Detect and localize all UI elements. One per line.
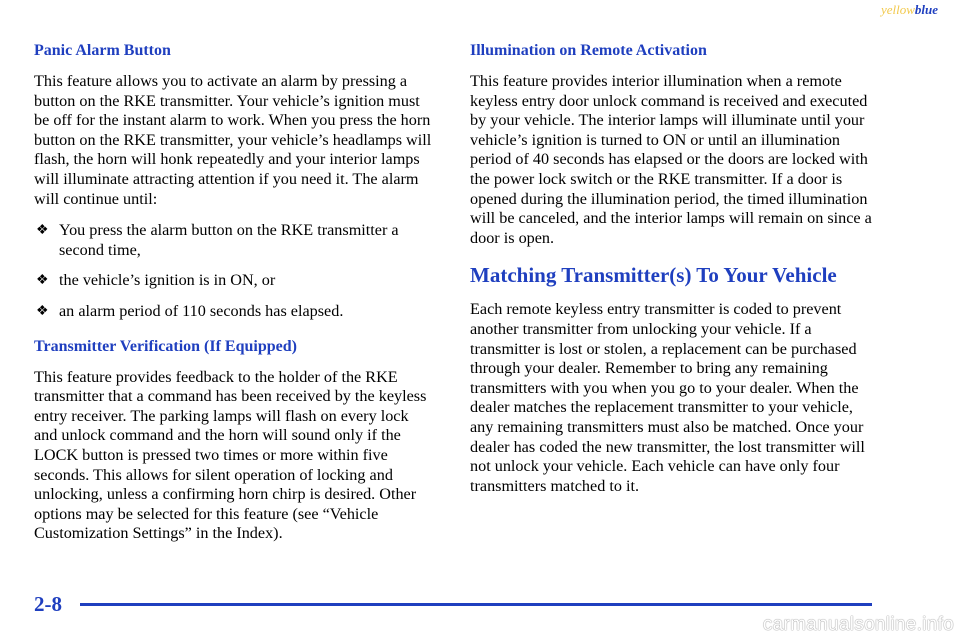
right-column — [470, 40, 880, 508]
panic-alarm-heading: Panic Alarm Button — [34, 42, 171, 59]
footer-divider — [80, 603, 872, 606]
page-number: 2-8 — [34, 592, 62, 616]
list-item — [34, 221, 434, 260]
bullet-icon: ❖ — [36, 223, 49, 239]
illumination-paragraph: This feature provides interior illumination when a remote keyless entry door unlock command is received and executed by your vehicle. The interior lamps will illuminate until your vehicle’s ignition is turned to ON or until an illumination period of 40 seconds has elapsed or the doors are locked with the power lock switch or the RKE transmitter. If a door is opened during the illumination period, the timed illumination will be canceled, and the interior lamps will remain on since a door is open. — [470, 72, 872, 247]
list-item-text: the vehicle’s ignition is in ON, or — [59, 271, 276, 290]
matching-transmitters-paragraph: Each remote keyless entry transmitter is coded to prevent another transmitter from unlocking your vehicle. If a transmitter is lost or stolen, a replacement can be purchased through your dealer. Remember to bring any remaining transmitters with you when you go to your dealer. When the dealer matches the replacement transmitter to your vehicle, any remaining transmitters must also be matched. Once your dealer has coded the new transmitter, the lost transmitter will not unlock your vehicle. Each vehicle can have only four transmitters matched to it. — [470, 300, 865, 495]
list-item — [34, 302, 434, 322]
bullet-icon: ❖ — [36, 303, 49, 319]
color-tag-yellow: yellow — [880, 2, 915, 17]
transmitter-verification-paragraph: This feature provides feedback to the holder of the RKE transmitter that a command has been received by the keyless entry receiver. The parking lamps will flash on every lock and unlock command and the horn will sound only if the LOCK button is pressed two times or more within five seconds. This allows for silent operation of locking and unlocking, unless a confirming horn chirp is desired. Other options may be selected for this feature (see “Vehicle Customization Settings” in the Index). — [34, 367, 427, 543]
transmitter-verification-heading: Transmitter Verification (If Equipped) — [34, 337, 297, 355]
list-item-text: an alarm period of 110 seconds has elapsed. — [59, 301, 344, 320]
bullet-icon: ❖ — [36, 273, 49, 289]
alarm-conditions-list — [34, 221, 434, 321]
illumination-heading: Illumination on Remote Activation — [470, 42, 707, 59]
panic-alarm-paragraph: This feature allows you to activate an alarm by pressing a button on the RKE transmitter. Your vehicle’s ignition must be off for the instant alarm to work. When you press the horn button on the RKE transmitter, your vehicle’s headlamps will flash, the horn will honk repeatedly and your interior lamps will illuminate attracting attention if you need it. The alarm will continue until: — [34, 72, 432, 208]
color-tag-blue: blue — [914, 2, 938, 17]
watermark: carmanualsonline.info — [762, 614, 954, 635]
left-column — [34, 40, 434, 556]
matching-transmitters-heading: Matching Transmitter(s) To Your Vehicle — [470, 263, 837, 288]
color-tag — [881, 2, 938, 18]
list-item — [34, 271, 434, 291]
list-item-text: You press the alarm button on the RKE transmitter a second time, — [59, 221, 399, 259]
